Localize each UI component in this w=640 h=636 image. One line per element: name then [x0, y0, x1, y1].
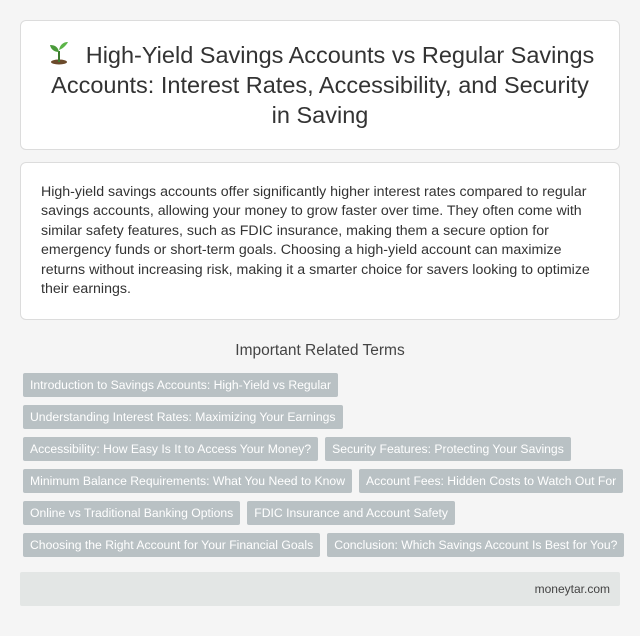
page-title-text: High-Yield Savings Accounts vs Regular Savings Accounts: Interest Rates, Accessibility, and Security in Saving	[51, 42, 595, 128]
related-terms-list	[20, 373, 620, 557]
related-term-tag[interactable]: Account Fees: Hidden Costs to Watch Out For	[359, 469, 623, 493]
tag-row	[23, 405, 620, 429]
tag-row	[23, 437, 620, 461]
footer-site-link[interactable]: moneytar.com	[534, 582, 610, 596]
related-term-tag[interactable]: Choosing the Right Account for Your Financial Goals	[23, 533, 320, 557]
related-term-tag[interactable]: FDIC Insurance and Account Safety	[247, 501, 455, 525]
sprout-icon	[46, 40, 72, 66]
related-term-tag[interactable]: Introduction to Savings Accounts: High-Yield vs Regular	[23, 373, 338, 397]
summary-text: High-yield savings accounts offer significantly higher interest rates compared to regular savings accounts, allowing your money to grow faster over time. They often come with similar safety features, such as FDIC insurance, making them a secure option for emergency funds or short-term goals. Choosing a high-yield account can maximize returns without increasing risk, making it a smarter choice for savers looking to optimize their earnings.	[41, 184, 590, 298]
footer	[20, 572, 620, 606]
related-term-tag[interactable]: Security Features: Protecting Your Savings	[325, 437, 571, 461]
page-title	[45, 40, 595, 130]
related-term-tag[interactable]: Online vs Traditional Banking Options	[23, 501, 240, 525]
related-terms-heading: Important Related Terms	[235, 342, 405, 359]
related-term-tag[interactable]: Conclusion: Which Savings Account Is Best for You?	[327, 533, 624, 557]
tag-row	[23, 469, 620, 493]
related-term-tag[interactable]: Accessibility: How Easy Is It to Access Your Money?	[23, 437, 318, 461]
tag-row	[23, 501, 620, 525]
tag-row	[23, 533, 620, 557]
summary-card	[20, 162, 620, 320]
related-term-tag[interactable]: Minimum Balance Requirements: What You Need to Know	[23, 469, 352, 493]
tag-row	[23, 373, 620, 397]
related-term-tag[interactable]: Understanding Interest Rates: Maximizing Your Earnings	[23, 405, 343, 429]
title-card	[20, 20, 620, 150]
